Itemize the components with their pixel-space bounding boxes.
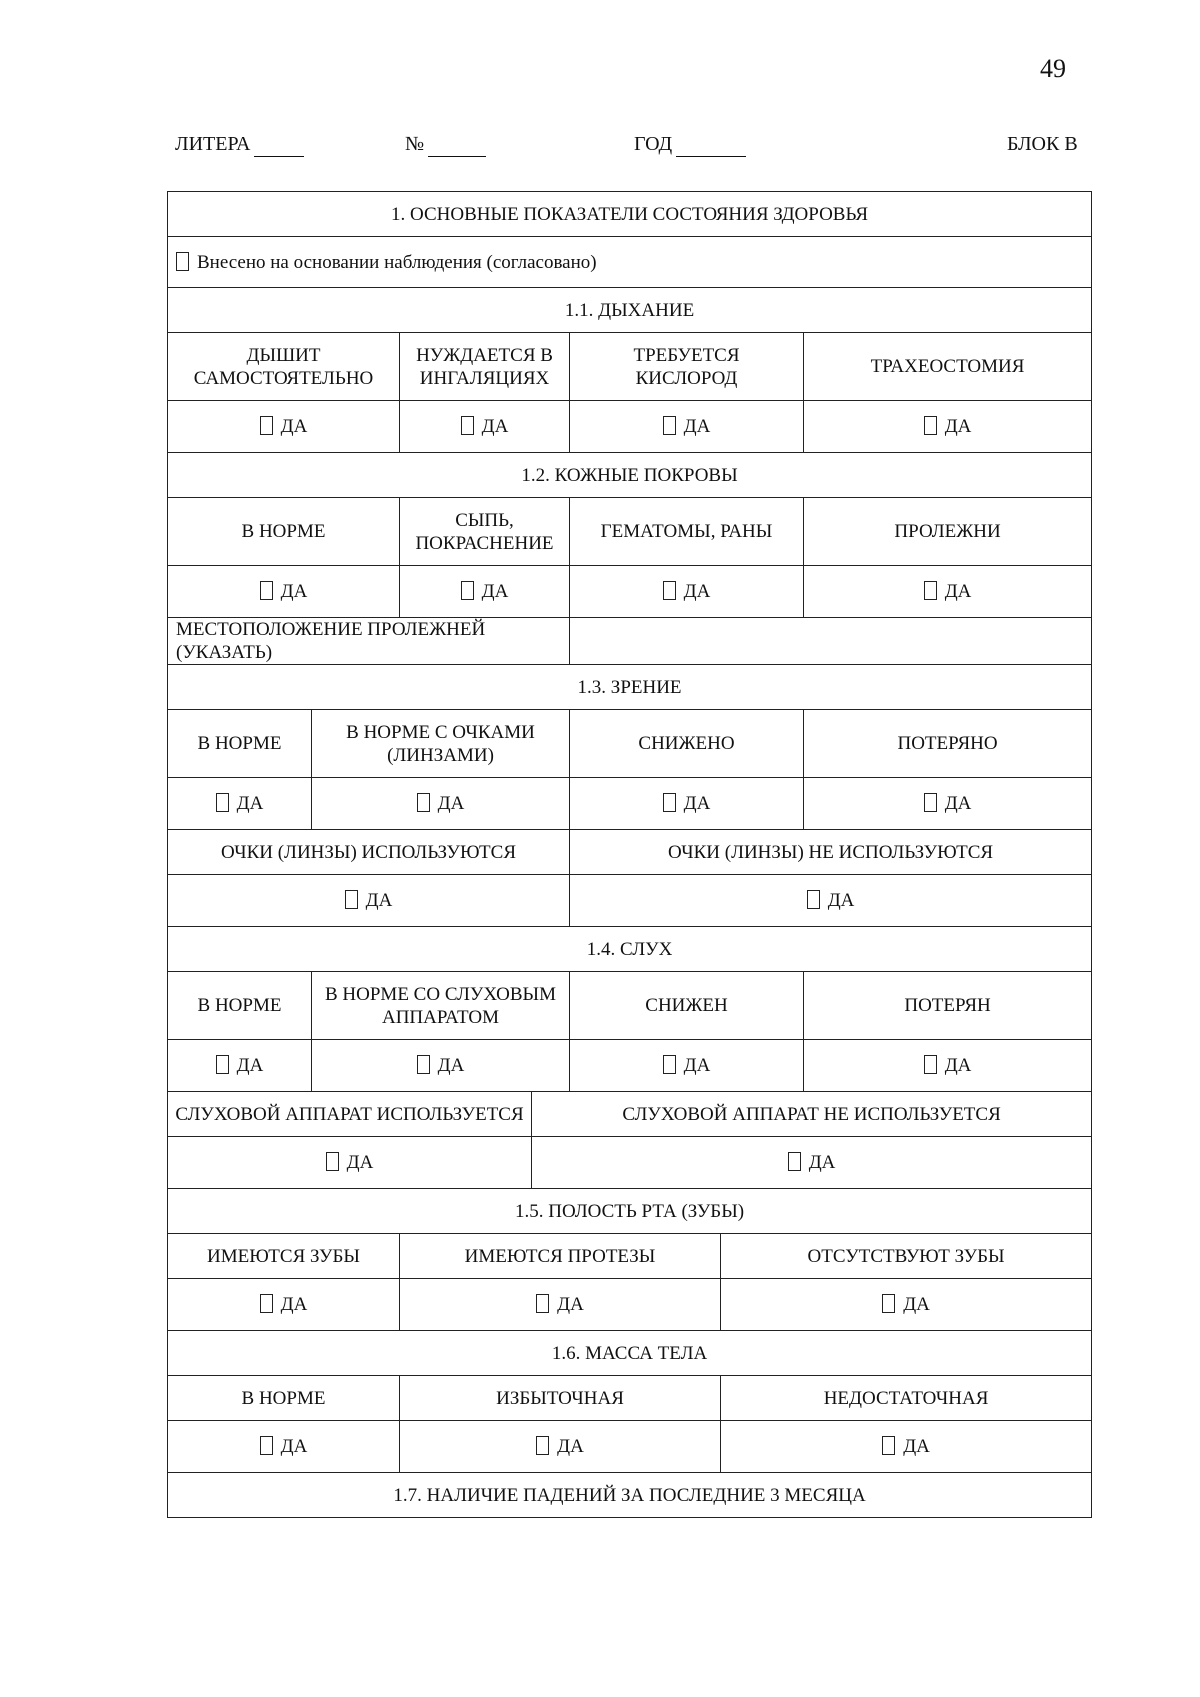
skin-rash-yes: ДА <box>400 566 570 618</box>
mouth-col-teeth: ИМЕЮТСЯ ЗУБЫ <box>168 1234 400 1279</box>
hearing-reduced-checkbox[interactable] <box>663 1055 676 1074</box>
hearing-aid-not-used-yes: ДА <box>532 1137 1092 1189</box>
hearing-reduced-yes: ДА <box>570 1040 804 1092</box>
year-field <box>634 133 746 157</box>
hearing-normal-checkbox[interactable] <box>216 1055 229 1074</box>
breathing-col-tracheostomy: ТРАХЕОСТОМИЯ <box>804 333 1092 401</box>
bedsore-location-label: МЕСТОПОЛОЖЕНИЕ ПРОЛЕЖНЕЙ (УКАЗАТЬ) <box>168 618 570 665</box>
vision-glasses-yes: ДА <box>312 778 570 830</box>
section-breathing-title: 1.1. ДЫХАНИЕ <box>168 288 1092 333</box>
vision-lost-yes: ДА <box>804 778 1092 830</box>
page-number: 49 <box>1040 54 1066 83</box>
hearing-col-lost: ПОТЕРЯН <box>804 972 1092 1040</box>
section-weight-title: 1.6. МАССА ТЕЛА <box>168 1331 1092 1376</box>
breathing-col-inhalation: НУЖДАЕТСЯ В ИНГАЛЯЦИЯХ <box>400 333 570 401</box>
hearing-aid-used-checkbox[interactable] <box>326 1152 339 1171</box>
mouth-dentures-checkbox[interactable] <box>536 1294 549 1313</box>
weight-normal-checkbox[interactable] <box>260 1436 273 1455</box>
observation-row <box>168 237 1092 288</box>
hearing-lost-checkbox[interactable] <box>924 1055 937 1074</box>
hearing-normal-yes: ДА <box>168 1040 312 1092</box>
skin-bruises-yes: ДА <box>570 566 804 618</box>
glasses-used-yes: ДА <box>168 875 570 927</box>
mouth-no-teeth-yes: ДА <box>721 1279 1092 1331</box>
hearing-aid-not-used-checkbox[interactable] <box>788 1152 801 1171</box>
litera-input[interactable] <box>254 133 304 157</box>
number-input[interactable] <box>428 133 486 157</box>
breathing-independent-checkbox[interactable] <box>260 416 273 435</box>
vision-lost-checkbox[interactable] <box>924 793 937 812</box>
weight-normal-yes: ДА <box>168 1421 400 1473</box>
block-label: БЛОК В <box>1007 133 1078 155</box>
section-hearing-title: 1.4. СЛУХ <box>168 927 1092 972</box>
mouth-col-no-teeth: ОТСУТСТВУЮТ ЗУБЫ <box>721 1234 1092 1279</box>
glasses-not-used-yes: ДА <box>570 875 1092 927</box>
hearing-col-reduced: СНИЖЕН <box>570 972 804 1040</box>
breathing-inhalation-yes: ДА <box>400 401 570 453</box>
section-vision-title: 1.3. ЗРЕНИЕ <box>168 665 1092 710</box>
hearing-aid-yes: ДА <box>312 1040 570 1092</box>
skin-col-bruises: ГЕМАТОМЫ, РАНЫ <box>570 498 804 566</box>
section-falls-title: 1.7. НАЛИЧИЕ ПАДЕНИЙ ЗА ПОСЛЕДНИЕ 3 МЕСЯЦА <box>168 1473 1092 1518</box>
weight-insufficient-yes: ДА <box>721 1421 1092 1473</box>
litera-label: ЛИТЕРА <box>175 133 251 155</box>
breathing-tracheostomy-checkbox[interactable] <box>924 416 937 435</box>
mouth-no-teeth-checkbox[interactable] <box>882 1294 895 1313</box>
vision-normal-yes: ДА <box>168 778 312 830</box>
hearing-lost-yes: ДА <box>804 1040 1092 1092</box>
weight-col-insufficient: НЕДОСТАТОЧНАЯ <box>721 1376 1092 1421</box>
weight-insufficient-checkbox[interactable] <box>882 1436 895 1455</box>
skin-normal-checkbox[interactable] <box>260 581 273 600</box>
weight-excess-checkbox[interactable] <box>536 1436 549 1455</box>
observation-checkbox[interactable] <box>176 252 189 271</box>
vision-col-glasses: В НОРМЕ С ОЧКАМИ (ЛИНЗАМИ) <box>312 710 570 778</box>
skin-normal-yes: ДА <box>168 566 400 618</box>
bedsore-location-input[interactable] <box>570 618 1092 665</box>
health-indicators-form <box>167 191 1092 1518</box>
number-label: № <box>405 133 425 155</box>
litera-field <box>175 133 304 157</box>
skin-col-bedsores: ПРОЛЕЖНИ <box>804 498 1092 566</box>
breathing-oxygen-checkbox[interactable] <box>663 416 676 435</box>
vision-col-reduced: СНИЖЕНО <box>570 710 804 778</box>
section-mouth-title: 1.5. ПОЛОСТЬ РТА (ЗУБЫ) <box>168 1189 1092 1234</box>
mouth-dentures-yes: ДА <box>400 1279 721 1331</box>
mouth-teeth-yes: ДА <box>168 1279 400 1331</box>
year-label: ГОД <box>634 133 673 155</box>
vision-reduced-checkbox[interactable] <box>663 793 676 812</box>
weight-col-normal: В НОРМЕ <box>168 1376 400 1421</box>
hearing-col-aid: В НОРМЕ СО СЛУХОВЫМ АППАРАТОМ <box>312 972 570 1040</box>
skin-col-rash: СЫПЬ, ПОКРАСНЕНИЕ <box>400 498 570 566</box>
section-skin-title: 1.2. КОЖНЫЕ ПОКРОВЫ <box>168 453 1092 498</box>
skin-col-normal: В НОРМЕ <box>168 498 400 566</box>
vision-reduced-yes: ДА <box>570 778 804 830</box>
hearing-aid-used-label: СЛУХОВОЙ АППАРАТ ИСПОЛЬЗУЕТСЯ <box>168 1092 532 1137</box>
skin-bedsores-checkbox[interactable] <box>924 581 937 600</box>
breathing-col-oxygen: ТРЕБУЕТСЯ КИСЛОРОД <box>570 333 804 401</box>
hearing-aid-checkbox[interactable] <box>417 1055 430 1074</box>
skin-bedsores-yes: ДА <box>804 566 1092 618</box>
glasses-used-label: ОЧКИ (ЛИНЗЫ) ИСПОЛЬЗУЮТСЯ <box>168 830 570 875</box>
breathing-tracheostomy-yes: ДА <box>804 401 1092 453</box>
glasses-used-checkbox[interactable] <box>345 890 358 909</box>
weight-excess-yes: ДА <box>400 1421 721 1473</box>
weight-col-excess: ИЗБЫТОЧНАЯ <box>400 1376 721 1421</box>
breathing-independent-yes: ДА <box>168 401 400 453</box>
mouth-col-dentures: ИМЕЮТСЯ ПРОТЕЗЫ <box>400 1234 721 1279</box>
vision-col-normal: В НОРМЕ <box>168 710 312 778</box>
breathing-col-independent: ДЫШИТ САМОСТОЯТЕЛЬНО <box>168 333 400 401</box>
skin-bruises-checkbox[interactable] <box>663 581 676 600</box>
glasses-not-used-label: ОЧКИ (ЛИНЗЫ) НЕ ИСПОЛЬЗУЮТСЯ <box>570 830 1092 875</box>
mouth-teeth-checkbox[interactable] <box>260 1294 273 1313</box>
breathing-oxygen-yes: ДА <box>570 401 804 453</box>
vision-normal-checkbox[interactable] <box>216 793 229 812</box>
glasses-not-used-checkbox[interactable] <box>807 890 820 909</box>
skin-rash-checkbox[interactable] <box>461 581 474 600</box>
hearing-col-normal: В НОРМЕ <box>168 972 312 1040</box>
year-input[interactable] <box>676 133 746 157</box>
form-title: 1. ОСНОВНЫЕ ПОКАЗАТЕЛИ СОСТОЯНИЯ ЗДОРОВЬЯ <box>168 192 1092 237</box>
hearing-aid-used-yes: ДА <box>168 1137 532 1189</box>
number-field <box>405 133 486 157</box>
breathing-inhalation-checkbox[interactable] <box>461 416 474 435</box>
vision-glasses-checkbox[interactable] <box>417 793 430 812</box>
hearing-aid-not-used-label: СЛУХОВОЙ АППАРАТ НЕ ИСПОЛЬЗУЕТСЯ <box>532 1092 1092 1137</box>
observation-note: Внесено на основании наблюдения (согласовано) <box>197 251 597 273</box>
vision-col-lost: ПОТЕРЯНО <box>804 710 1092 778</box>
